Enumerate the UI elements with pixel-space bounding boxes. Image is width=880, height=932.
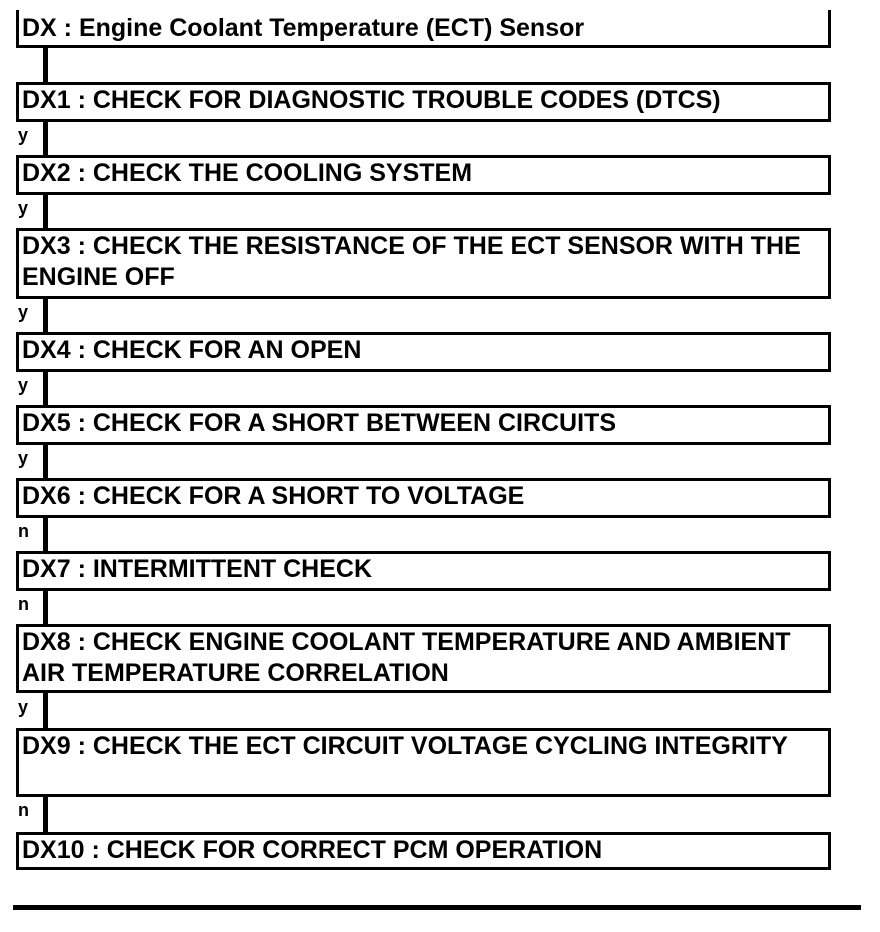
branch-label: n — [18, 800, 29, 820]
step-text-dx5: DX5 : CHECK FOR A SHORT BETWEEN CIRCUITS — [22, 409, 616, 437]
step-text-dx8: DX8 : CHECK ENGINE COOLANT TEMPERATURE AND AMBIENT AIR TEMPERATURE CORRELATION — [22, 628, 791, 687]
step-text-dx6: DX6 : CHECK FOR A SHORT TO VOLTAGE — [22, 482, 525, 510]
step-box-dx3 — [16, 228, 831, 299]
connector-line — [43, 48, 48, 82]
branch-label: y — [18, 375, 29, 395]
branch-label: y — [18, 198, 29, 218]
connector-line — [43, 591, 48, 624]
step-box-dx4 — [16, 332, 831, 372]
branch-label: y — [18, 448, 29, 468]
step-box-dx8 — [16, 624, 831, 693]
connector-line — [43, 122, 48, 155]
step-text-dx9: DX9 : CHECK THE ECT CIRCUIT VOLTAGE CYCLING INTEGRITY — [22, 732, 788, 760]
branch-label: n — [18, 521, 29, 541]
step-box-dx9 — [16, 728, 831, 797]
step-box-dx2 — [16, 155, 831, 195]
step-text-dx4: DX4 : CHECK FOR AN OPEN — [22, 336, 362, 364]
step-text-dx3: DX3 : CHECK THE RESISTANCE OF THE ECT SENSOR WITH THE ENGINE OFF — [22, 232, 801, 291]
flowchart-title-box — [16, 10, 831, 48]
flowchart-title: DX : Engine Coolant Temperature (ECT) Sensor — [22, 14, 585, 42]
connector-line — [43, 518, 48, 551]
step-text-dx10: DX10 : CHECK FOR CORRECT PCM OPERATION — [22, 836, 603, 864]
step-box-dx10 — [16, 832, 831, 870]
step-box-dx1 — [16, 82, 831, 122]
step-box-dx6 — [16, 478, 831, 518]
connector-line — [43, 797, 48, 832]
connector-line — [43, 195, 48, 228]
step-text-dx2: DX2 : CHECK THE COOLING SYSTEM — [22, 159, 473, 187]
connector-line — [43, 372, 48, 405]
branch-label: y — [18, 125, 29, 145]
bottom-divider — [13, 905, 861, 910]
connector-line — [43, 445, 48, 478]
step-box-dx5 — [16, 405, 831, 445]
connector-line — [43, 299, 48, 332]
step-text-dx1: DX1 : CHECK FOR DIAGNOSTIC TROUBLE CODES (DTCS) — [22, 86, 721, 114]
branch-label: y — [18, 697, 29, 717]
step-box-dx7 — [16, 551, 831, 591]
branch-label: n — [18, 594, 29, 614]
step-text-dx7: DX7 : INTERMITTENT CHECK — [22, 555, 372, 583]
connector-line — [43, 693, 48, 728]
branch-label: y — [18, 302, 29, 322]
